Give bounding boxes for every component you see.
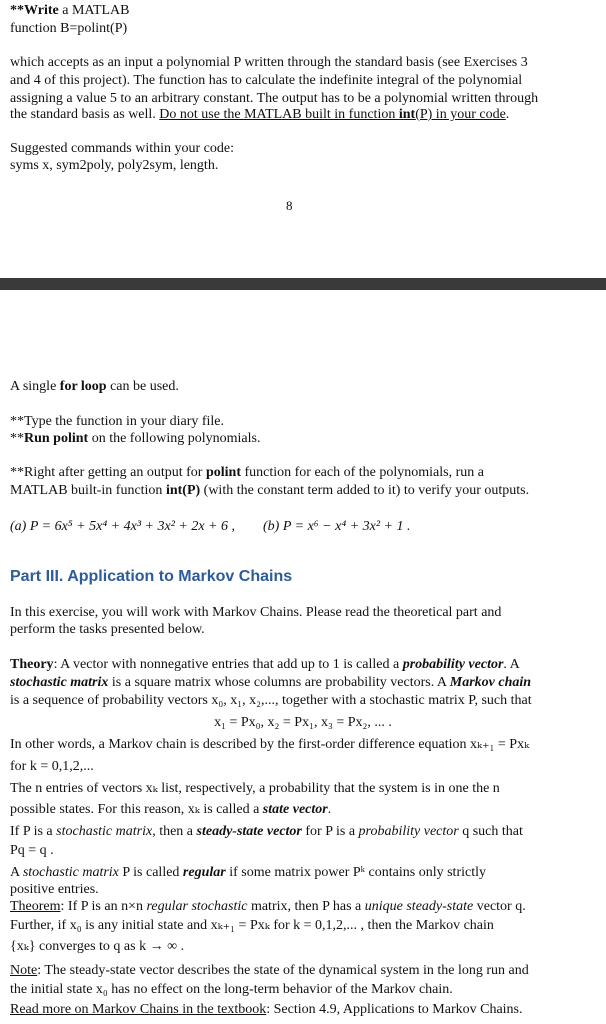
theory-line: is a sequence of probability vectors x₀, x₁, x₂,..., together with a stochastic matrix P, such that: [10, 693, 532, 708]
theory-line: stochastic matrix is a square matrix whose columns are probability vectors. A Markov chain: [10, 675, 532, 690]
warning-text: Do not use the MATLAB built in function int(P) in your code: [159, 107, 506, 122]
polynomials: [10, 518, 590, 536]
verify-instruction: MATLAB built-in function int(P) (with the constant term added to it) to verify your outputs.: [10, 483, 530, 498]
regular-line: positive entries.: [10, 882, 99, 897]
section-heading: Part III. Application to Markov Chains: [10, 568, 293, 585]
paragraph-line: and 4 of this project). The function has to calculate the indefinite integral of the polynomial: [10, 73, 523, 88]
function-signature: function B=polint(P): [10, 21, 128, 36]
index-line: for k = 0,1,2,...: [10, 759, 94, 774]
polynomial-a: (a) P = 6x⁵ + 5x⁴ + 4x³ + 3x² + 2x + 6 ,: [10, 519, 236, 534]
page-number: 8: [286, 198, 293, 213]
paragraph-line: which accepts as an input a polynomial P written through the standard basis (see Exercises 3: [10, 55, 528, 70]
document-page-bottom: [0, 290, 606, 1024]
state-line: The n entries of vectors xₖ list, respectively, a probability that the system is in one the n: [10, 781, 500, 796]
steady-state-line: If P is a stochastic matrix, then a steady-state vector for P is a probability vector q such that: [10, 824, 523, 839]
document-page-top: [0, 0, 606, 278]
textbook-reference: Read more on Markov Chains in the textbook: Section 4.9, Applications to Markov Chains.: [10, 1002, 523, 1017]
state-line: possible states. For this reason, xₖ is called a state vector.: [10, 802, 332, 817]
steady-state-equation: Pq = q .: [10, 843, 54, 858]
regular-line: A stochastic matrix P is called regular if some matrix power Pᵏ contains only strictly: [10, 865, 486, 880]
verify-instruction: **Right after getting an output for polint function for each of the polynomials, run a: [10, 465, 484, 480]
page-separator: [0, 278, 606, 290]
diary-instruction: **Type the function in your diary file.: [10, 414, 225, 429]
suggested-commands: syms x, sym2poly, poly2sym, length.: [10, 158, 219, 173]
loop-hint: A single for loop can be used.: [10, 379, 179, 394]
theorem-line: {xₖ} converges to q as k → ∞ .: [10, 939, 185, 954]
difference-equation-line: In other words, a Markov chain is described by the first-order difference equation xₖ₊₁ = Pxₖ: [10, 737, 530, 752]
paragraph-line: the standard basis as well. Do not use the MATLAB built in function int(P) in your code.: [10, 107, 510, 122]
run-instruction: **Run polint on the following polynomials.: [10, 431, 261, 446]
chain-equation: x₁ = Px₀, x₂ = Px₁, x₃ = Px₂, ... .: [214, 715, 392, 730]
note-line: Note: The steady-state vector describes the state of the dynamical system in the long run and: [10, 963, 529, 978]
theorem-line: Further, if x₀ is any initial state and xₖ₊₁ = Pxₖ for k = 0,1,2,... , then the Markov chain: [10, 918, 494, 933]
polynomial-b: (b) P = x⁶ − x⁴ + 3x² + 1 .: [263, 519, 411, 534]
exercise-title: **Write a MATLAB: [10, 3, 130, 18]
intro-line: In this exercise, you will work with Markov Chains. Please read the theoretical part and: [10, 605, 502, 620]
theorem-line: Theorem: If P is an n×n regular stochastic matrix, then P has a unique steady-state vector q.: [10, 899, 526, 914]
paragraph-line: assigning a value 5 to an arbitrary constant. The output has to be a polynomial written through: [10, 91, 539, 106]
suggested-label: Suggested commands within your code:: [10, 141, 234, 156]
note-line: the initial state x₀ has no effect on the long-term behavior of the Markov chain.: [10, 982, 453, 997]
intro-line: perform the tasks presented below.: [10, 622, 205, 637]
theory-line: Theory: A vector with nonnegative entries that add up to 1 is called a probability vector. A: [10, 657, 520, 672]
